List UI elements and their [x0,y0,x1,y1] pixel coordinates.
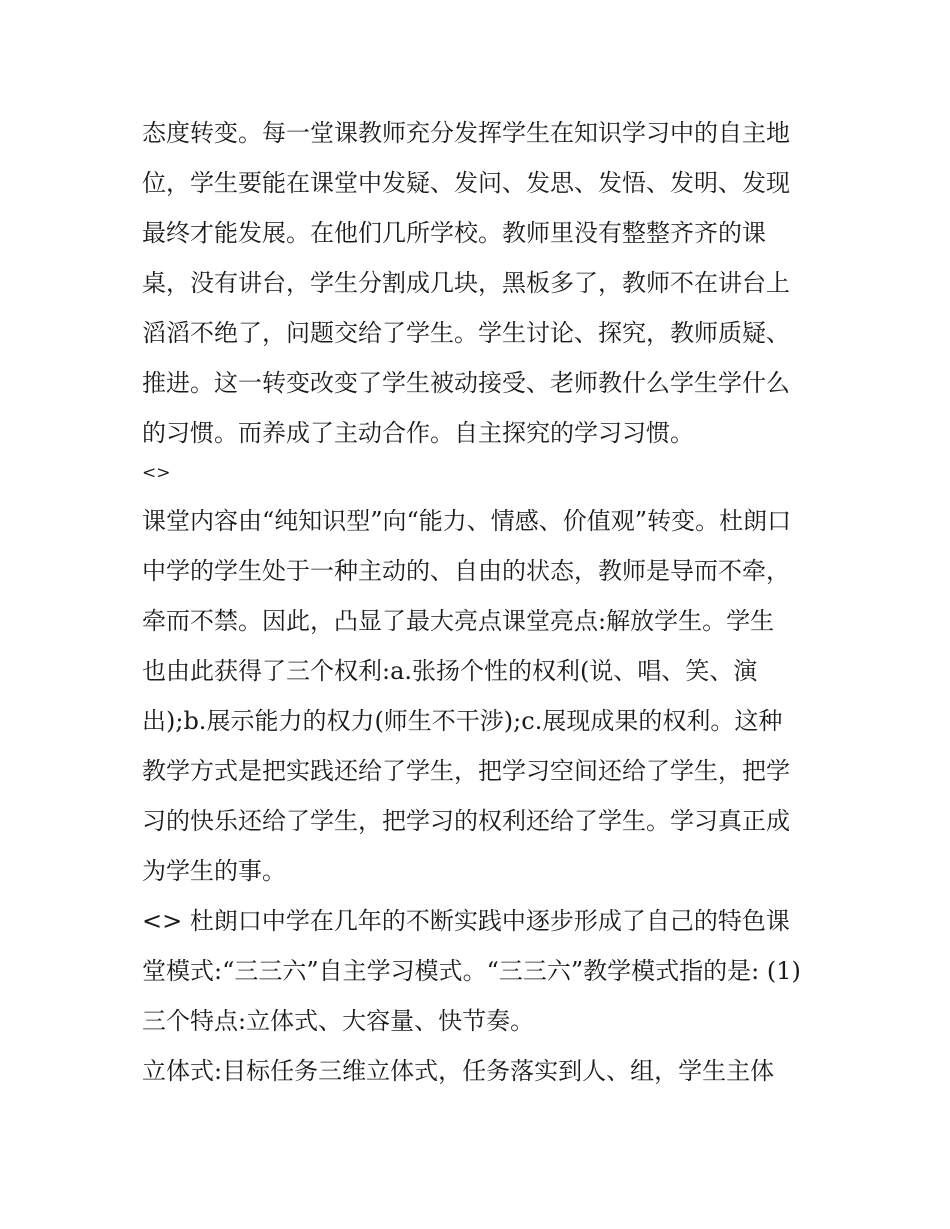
paragraph-teaching-model: <> 杜朗口中学在几年的不断实践中逐步形成了自己的特色课 堂模式:“三三六”自主学习模式。“三三六”教学模式指的是: (1) 三个特点:立体式、大容量、快节奏。 [142,907,801,1035]
document-body [142,108,822,1096]
paragraph-three-dimensional: 立体式:目标任务三维立体式，任务落实到人、组，学生主体 [142,1057,775,1085]
paragraph-content-change: 课堂内容由“纯知识型”向“能力、情感、价值观”转变。杜朗口 中学的学生处于一种主动的、自由的状态，教师是导而不牵， 牵而不禁。因此，凸显了最大亮点课堂亮点:解放学生。学生 也由此获得了三个权利:a.张扬个性的权利(说、唱、笑、演 出);b.展示能力的权力(师生不干涉);c.展现成果的权利。这种 教学方式是把实践还给了学生，把学习空间还给了学生，把学 习的快乐还给了学生，把学习的权利还给了学生。学习真正成 为学生的事。 [142,507,792,885]
paragraph-attitude-change: 态度转变。每一堂课教师充分发挥学生在知识学习中的自主地 位，学生要能在课堂中发疑、发问、发思、发悟、发明、发现 最终才能发展。在他们几所学校。教师里没有整整齐齐的课 桌，没有讲台，学生分割成几块，黑板多了，教师不在讲台上 滔滔不绝了，问题交给了学生。学生讨论、探究，教师质疑、 推进。这一转变改变了学生被动接受、老师教什么学生学什么 的习惯。而养成了主动合作。自主探究的学习习惯。 [142,119,790,447]
section-marker: <> [142,463,171,483]
